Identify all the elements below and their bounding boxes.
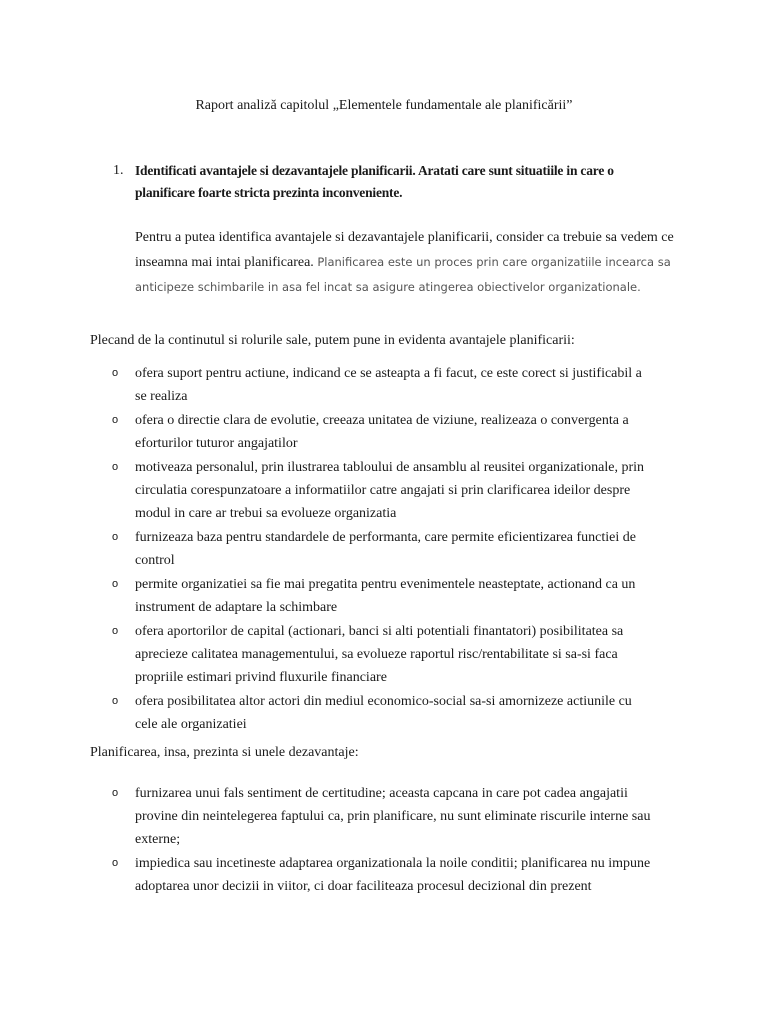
bullet-marker: o xyxy=(112,695,119,707)
list-item-text: motiveaza personalul, prin ilustrarea tabloului de ansamblu al reusitei organizationale, prin circulatia corespunzatoare a informatiilor catre angajati si prin clarificarea ideilor despre modul in care ar trebui sa evolueze organizatia xyxy=(135,460,645,521)
intro-serif-text: Pentru a putea identifica avantajele si dezavantajele planificarii, consider ca trebuie sa vedem ce inseamna mai intai planificarea. xyxy=(135,230,674,270)
list-item-text: ofera o directie clara de evolutie, creeaza unitatea de viziune, realizeaza o convergenta a eforturilor tuturor angajatilor xyxy=(135,413,629,451)
list-item-text: impiedica sau incetineste adaptarea organizationala la noile conditii; planificarea nu impune adoptarea unor decizii in viitor, ci doar faciliteaza procesul decizional din prezent xyxy=(135,856,651,894)
bullet-marker: o xyxy=(112,461,119,473)
list-item xyxy=(0,456,655,525)
question-text: Identificati avantajele si dezavantajele planificarii. Aratati care sunt situatiile in care o planificare foarte stricta prezinta inconveniente. xyxy=(135,163,614,200)
question-number: 1. xyxy=(113,163,124,178)
list-item xyxy=(0,782,655,851)
advantages-intro: Plecand de la continutul si rolurile sale, putem pune in evidenta avantajele planificarii: xyxy=(90,333,575,348)
bullet-marker: o xyxy=(112,625,119,637)
disadvantages-intro: Planificarea, insa, prezinta si unele dezavantaje: xyxy=(90,745,359,760)
list-item-text: furnizarea unui fals sentiment de certitudine; aceasta capcana in care pot cadea angajatii provine din neintelegerea faptului ca, prin planificare, nu sunt eliminate riscurile interne sau externe; xyxy=(135,786,651,847)
list-item xyxy=(0,409,655,455)
list-item xyxy=(0,362,655,408)
list-item-text: furnizeaza baza pentru standardele de performanta, care permite eficientizarea functiei de control xyxy=(135,530,636,568)
list-item-text: ofera aportorilor de capital (actionari, banci si alti potentiali finantatori) posibilitatea sa aprecieze calitatea managementului, sa evolueze raportul risc/rentabilitate si sa-si faca propriile estimari privind fluxurile financiare xyxy=(135,624,624,685)
list-item-text: ofera posibilitatea altor actori din mediul economico-social sa-si amornizeze actiunile cu cele ale organizatiei xyxy=(135,694,632,732)
advantages-list xyxy=(0,362,768,737)
bullet-marker: o xyxy=(112,531,119,543)
list-item xyxy=(0,620,655,689)
bullet-marker: o xyxy=(112,578,119,590)
intro-paragraph xyxy=(135,226,683,300)
intro-definition-text: Planificarea este un proces prin care organizatiile incearca sa anticipeze schimbarile in asa fel incat sa asigure atingerea obiectivelor organizationale. xyxy=(135,255,671,294)
list-item-text: ofera suport pentru actiune, indicand ce se asteapta a fi facut, ce este corect si justificabil a se realiza xyxy=(135,366,642,404)
bullet-marker: o xyxy=(112,414,119,426)
bullet-marker: o xyxy=(112,367,119,379)
bullet-marker: o xyxy=(112,857,119,869)
document-title: Raport analiză capitolul „Elementele fundamentale ale planificării” xyxy=(195,98,573,113)
list-item xyxy=(0,526,655,572)
disadvantages-list xyxy=(0,782,768,899)
list-item-text: permite organizatiei sa fie mai pregatita pentru evenimentele neasteptate, actionand ca un instrument de adaptare la schimbare xyxy=(135,577,636,615)
list-item xyxy=(0,690,655,736)
bullet-marker: o xyxy=(112,787,119,799)
list-item xyxy=(0,852,655,898)
list-item xyxy=(0,573,655,619)
